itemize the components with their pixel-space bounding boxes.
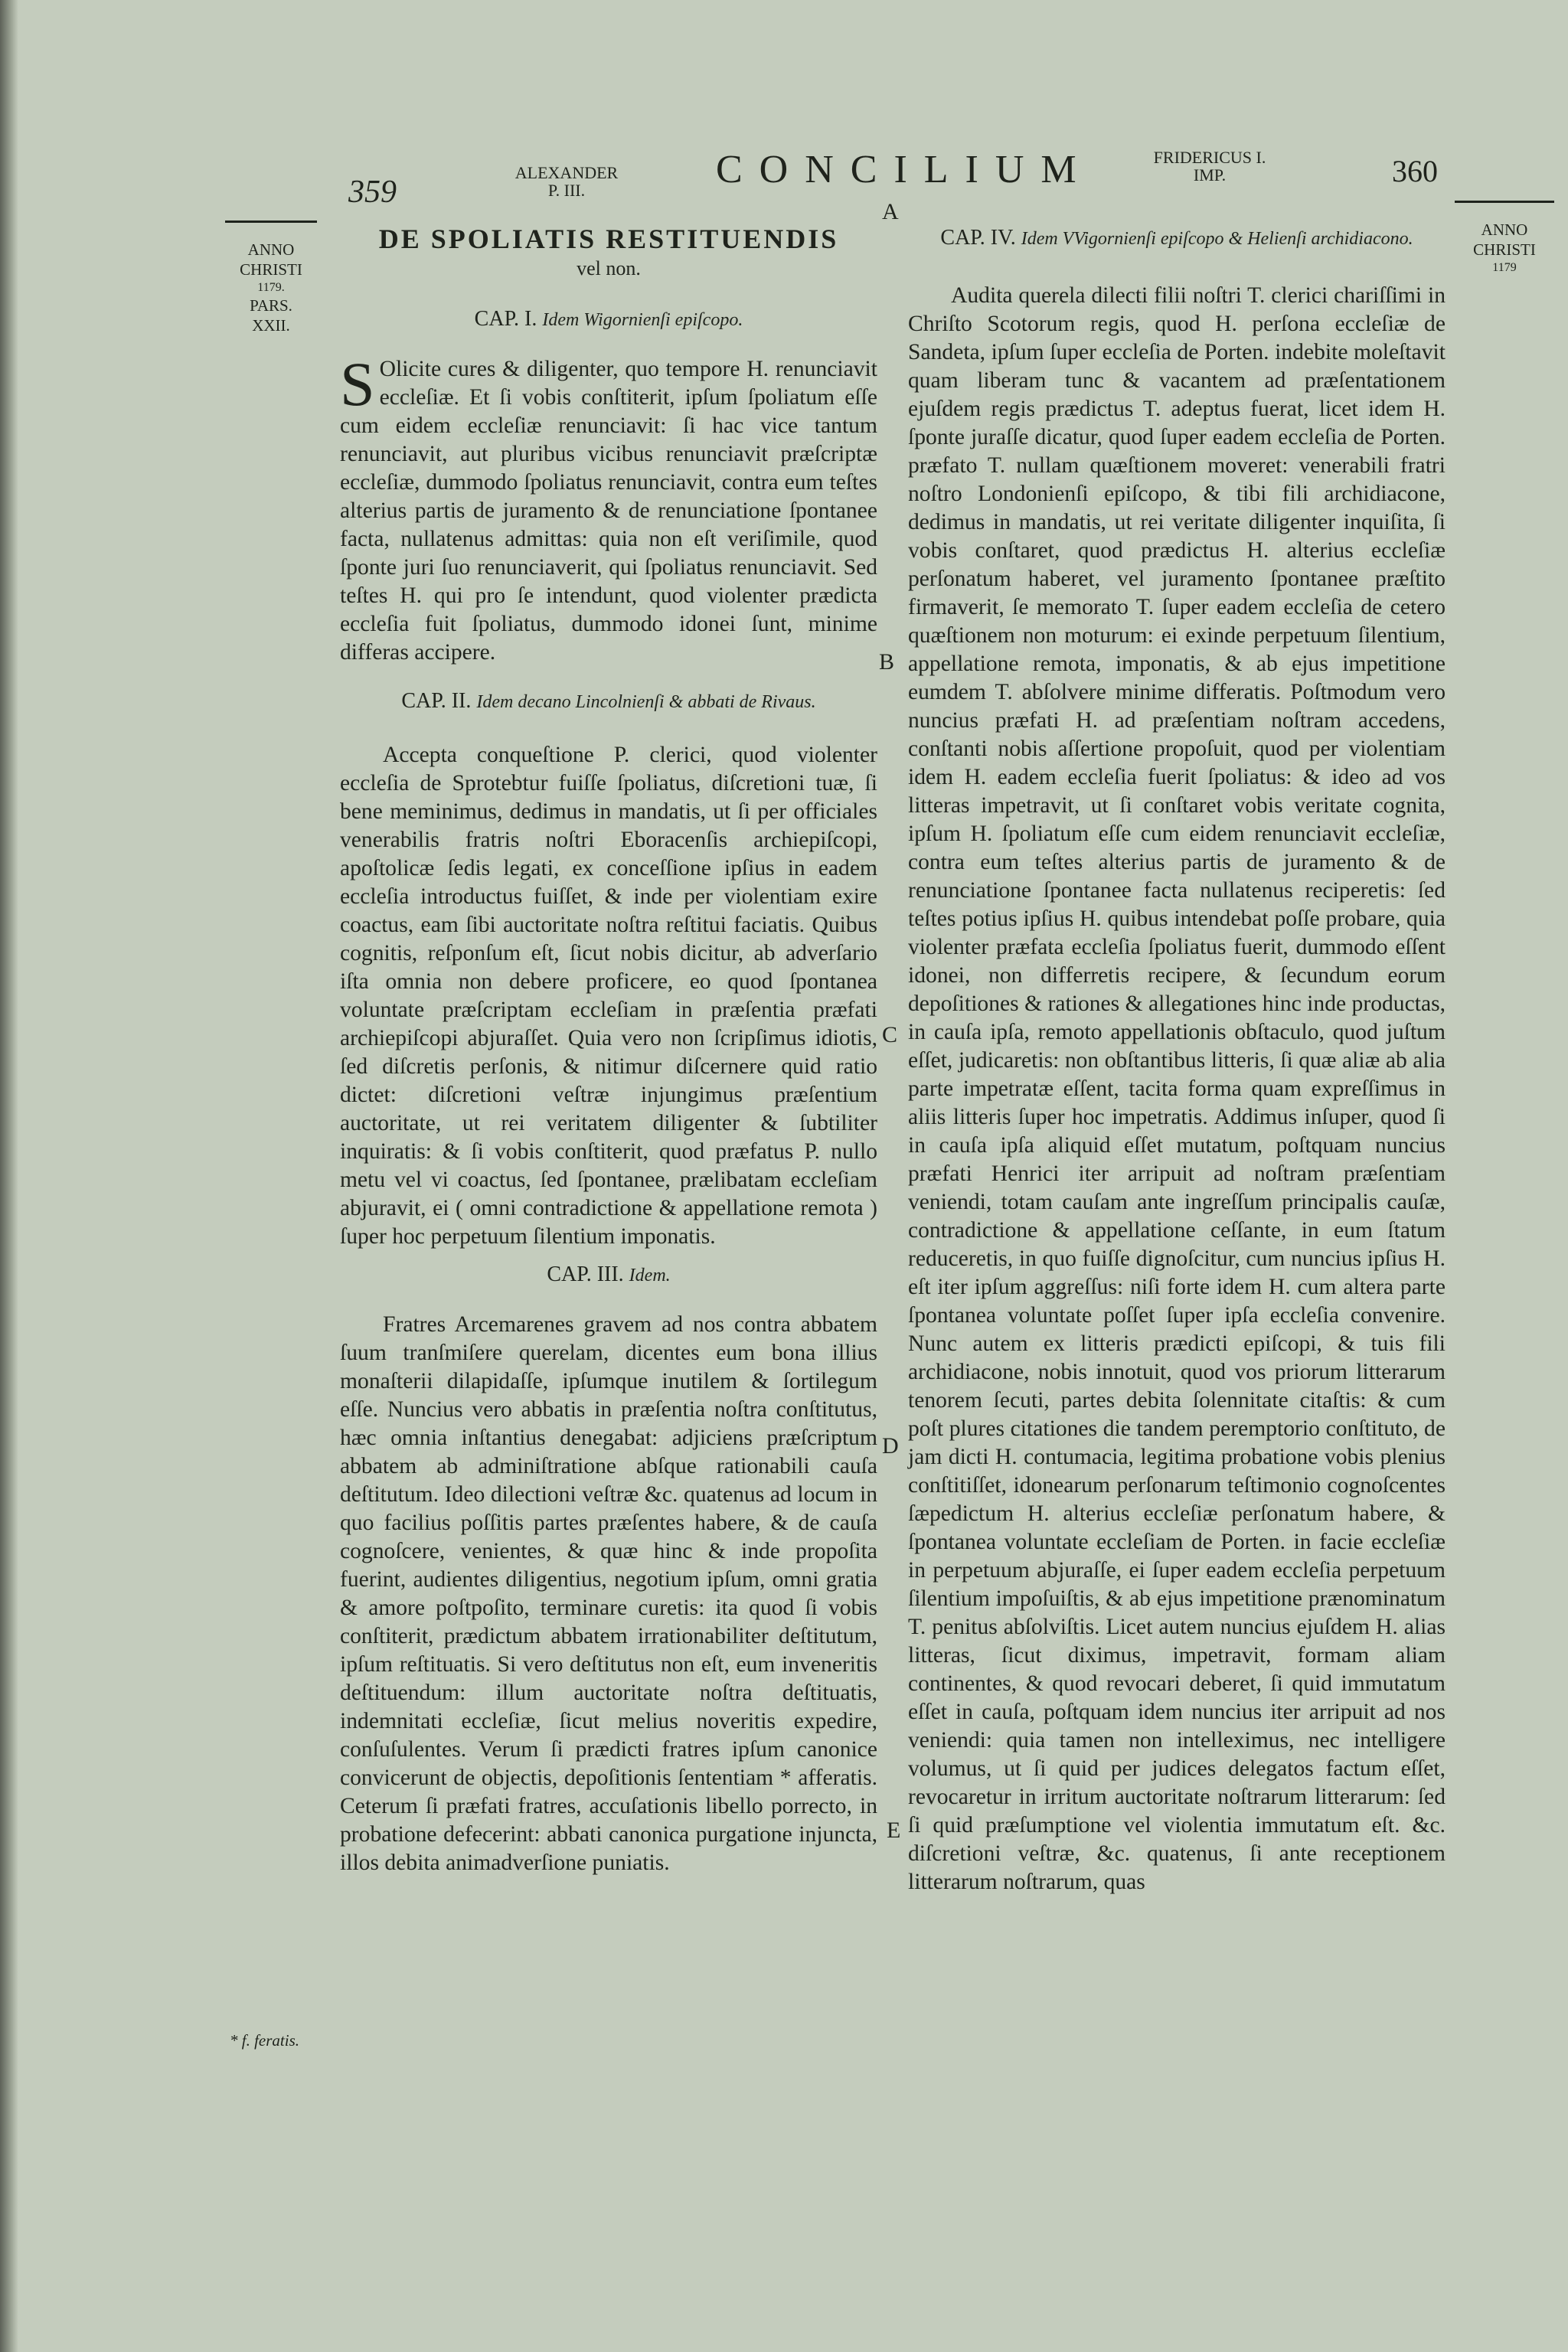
- pope-name: ALEXANDER: [514, 163, 619, 182]
- running-title: CONCILIUM: [716, 148, 1093, 191]
- chapter-heading-2: [340, 688, 877, 714]
- emperor-title: IMP.: [1193, 165, 1227, 185]
- running-head-emperor: [1133, 149, 1286, 184]
- margin-pars: PARS.: [250, 296, 292, 315]
- chapter-label: CAP. I.: [474, 307, 537, 331]
- section-subtitle: vel non.: [577, 257, 641, 279]
- chapter-title: Idem decano Lincolnienſi & abbati de Rivaus.: [476, 691, 816, 712]
- section-letter-d: D: [882, 1433, 899, 1459]
- margin-year: 1179.: [257, 280, 285, 294]
- chapter-title: Idem Wigornienſi epiſcopo.: [542, 310, 743, 330]
- emperor-name: FRIDERICUS I.: [1153, 148, 1266, 167]
- section-letter-b: B: [879, 649, 895, 675]
- section-letter-a: A: [882, 199, 899, 224]
- chapter-title: Idem.: [629, 1266, 671, 1286]
- margin-pars-number: XXII.: [252, 315, 290, 335]
- chapter-heading-4: [908, 225, 1446, 251]
- margin-year: 1179: [1492, 260, 1517, 274]
- section-letter-e: E: [887, 1818, 901, 1843]
- page-number-left: 359: [348, 175, 397, 210]
- margin-christi: CHRISTI: [240, 260, 302, 279]
- left-margin-year-note: [225, 220, 317, 335]
- chapter-1-text: [340, 348, 877, 667]
- section-letter-c: C: [882, 1022, 898, 1047]
- right-margin-year-note: [1455, 201, 1554, 276]
- section-title: DE SPOLIATIS RESTITUENDIS: [378, 224, 839, 254]
- drop-cap: S: [340, 348, 375, 419]
- chapter-label: CAP. II.: [401, 688, 472, 713]
- page-number-right: 360: [1392, 154, 1438, 188]
- chapter-3-text: Fratres Arcemarenes gravem ad nos contra abbatem ſuum tranſmiſere querelam, dicentes eum bona illius monaſterii dilapidaſſe, ipſumque inutilem & ſortilegum eſſe. Nuncius vero abbatis in præſentia noſtra conſtitutus, hæc omnia inſtantius denegabat: adjiciens præſcriptum abbatem ab adminiſtratione abſque rationabili cauſa deſtitutum. Ideo dilectioni veſtræ &c. quatenus ad locum in quo facilius poſſitis partes præſentes habere, & de cauſa cognoſcere, venientes, & quæ hinc & inde propoſita fuerint, audientes diligentius, negotium ipſum, omni gratia & amore poſtpoſito, terminare curetis: ita quod ſi vobis conſtiterit, prædictum abbatem irrationabiliter deſtitutum, ipſum reſtituatis. Si vero deſtitutus non eſt, eum inveneritis deſtituendum: illum auctoritate noſtra deſtituatis, indemnitati eccleſiæ, ſicut melius noveritis expedire, conſuſulentes. Verum ſi prædicti fratres ipſum canonice convicerunt de objectis, depoſitionis ſententiam * afferatis. Ceterum ſi præfati fratres, accuſationis libello porrecto, in probatione defecerint: abbati canonica purgatione injuncta, illos debita animadverſione puniatis.: [340, 1312, 877, 1875]
- chapter-heading-1: [340, 306, 877, 332]
- right-text-column: [908, 225, 1446, 1896]
- chapter-1-body: Olicite cures & diligenter, quo tempore H. renunciavit eccleſiæ. Et ſi vobis conſtiterit, ipſum ſpoliatum eſſe cum eidem eccleſiæ renunciavit: ſi hac vice tantum renunciavit, aut pluribus vicibus renunciavit præſcriptæ eccleſiæ, dummodo ſpoliatus renunciavit, contra eum teſtes alterius partis de juramento & de renunciatione ſpontanee facta, nullatenus admittas: quia non eſt veriſimile, quod ſponte juri ſuo renunciaverit, qui ſpoliatus renunciavit. Sed teſtes H. qui pro ſe intendunt, quod violenter prædicta eccleſia fuit ſpoliatus, dummodo idonei ſunt, minime differas accipere.: [340, 356, 877, 665]
- margin-anno: ANNO: [247, 240, 295, 259]
- chapter-4-text: Audita querela dilecti filii noſtri T. clerici chariſſimi in Chriſto Scotorum regis, quod H. perſona eccleſiæ de Sandeta, ipſum ſuper eccleſia de Porten. indebite moleſtavit quam liberam tunc & vacantem ad præſentationem ejuſdem regis prædictus T. adeptus fuerat, licet idem H. ſponte juraſſe dicatur, quod ſuper eadem eccleſia de Porten. præfato T. nullam quæſtionem moveret: venerabili fratri noſtro Londonienſi epiſcopo, & tibi fili archidiacone, dedimus in mandatis, ut rei veritate diligenter inquiſita, ſi vobis conſtaret, quod prædictus H. alterius eccleſiæ perſonatum haberet, vel juramento ſpontanee præſtito firmaverit, ſe memorato T. ſuper eadem eccleſia de cetero quæſtionem non moturum: ei exinde perpetuum ſilentium, appellatione remota, imponatis, & ab ejus impetitione eumdem T. abſolvere minime differatis. Poſtmodum vero nuncius præfati H. ad præſentiam noſtram accedens, conſtanti nobis aſſertione propoſuit, quod per violentiam idem H. eadem eccleſia fuerit ſpoliatus: & ideo ad vos litteras impetravit, ut ſi conſtaret vobis veritate cognita, ipſum H. ſpoliatum eſſe cum eidem renunciavit eccleſiæ, contra eum teſtes alterius partis de juramento & de renunciatione ſpontanee facta nullatenus reciperetis: ſed teſtes potius ipſius H. quibus intendebat poſſe probare, quia violenter præfata eccleſia ſpoliatus fuerit, dummodo eſſent idonei, non differretis recipere, & ſecundum eorum depoſitiones & rationes & allegationes hinc inde productas, in cauſa ipſa, remoto appellationis obſtaculo, quod juſtum eſſet, judicaretis: non obſtantibus litteris, ſi quæ aliæ ab alia parte impetratæ eſſent, tacita forma quam expreſſimus in aliis litteris ſuper hoc impetratis. Addimus inſuper, quod ſi in cauſa ipſa aliquid eſſet mutatum, poſtquam nuncius præfati Henrici iter arripuit ad noſtram præſentiam veniendi, totam cauſam ante ingreſſum principalis cauſæ, contradictione & appellatione ceſſante, in eum ſtatum reduceretis, in quo fuiſſe dignoſcitur, cum nuncius ipſius H. eſt iter ipſum aggreſſus: niſi forte idem H. cum altera parte ſpontanea voluntate poſſet ſuper ipſa eccleſia convenire. Nunc autem ex litteris prædicti epiſcopi, & tuis fili archidiacone, nobis innotuit, quod vos priorum litterarum tenorem ſecuti, partes debita ſolennitate citaſtis: & cum poſt plures citationes die tandem peremptorio conſtituto, de jam dicti H. contumacia, legitima probatione vobis plenius conſtitiſſet, idonearum perſonarum teſtimonio cognoſcentes ſæpedictum H. alterius eccleſiæ perſonatum habere, & ſpontanea voluntate eccleſiam de Porten. in facie eccleſiæ in perpetuum abjuraſſe, ei ſuper eadem eccleſia perpetuum ſilentium impoſuiſtis, & ab ejus impetitione prænominatum T. penitus abſolviſtis. Licet autem nuncius ejuſdem H. alias litteras, ſicut diximus, impetravit, formam aliam continentes, & quod revocari deberet, ſi quid immutatum eſſet in cauſa, poſtquam idem nuncius iter arripuit ad nos veniendi: quia tamen non intelleximus, nec intelligere volumus, ut ſi quid per judices delegatos factum eſſet, revocaretur in irritum auctoritate noſtrarum litterarum: ſed ſi quid præſumptione vel violentia immutatum eſt. &c. diſcretioni veſtræ, &c. quatenus, ſi ante receptionem litterarum noſtrarum, quas: [908, 283, 1446, 1894]
- book-binding-shadow: [0, 0, 18, 2352]
- chapter-label: CAP. III.: [547, 1263, 624, 1287]
- margin-christi: CHRISTI: [1473, 240, 1536, 260]
- running-head-pope: [501, 164, 632, 199]
- left-text-column: [340, 225, 877, 1877]
- chapter-2-text: Accepta conqueſtione P. clerici, quod violenter eccleſia de Sprotebtur fuiſſe ſpoliatus, diſcretioni tuæ, ſi bene meminimus, dedimus in mandatis, ut ſi per officiales venerabilis fratris noſtri Eboracenſis archiepiſcopi, apoſtolicæ ſedis legati, ex conceſſione ipſius in eadem eccleſia introductus fuiſſet, & inde per violentiam exire coactus, eam ſibi auctoritate noſtra reſtitui faciatis. Quibus cognitis, reſponſum eſt, ſicut nobis dicitur, ab adverſario iſta omnia non debere proficere, eo quod ſpontanea voluntate præſcriptam eccleſiam in præſentia præfati archiepiſcopi abjuraſſet. Quia vero non ſcripſimus idiotis, ſed diſcretis perſonis, & nitimur diſcernere quid ratio dictet: diſcretioni veſtræ injungimus præſentium auctoritate, ut rei veritatem diligenter & ſubtiliter inquiratis: & ſi vobis conſtiterit, quod præfatus P. nullo metu vel vi coactus, ſed ſpontanee, prælibatam eccleſiam abjuravit, ei ( omni contradictione & appellatione remota ) ſuper hoc perpetuum ſilentium imponatis.: [340, 743, 877, 1250]
- margin-anno: ANNO: [1481, 220, 1528, 239]
- chapter-title: Idem VVigornienſi epiſcopo & Helienſi archidiacono.: [1021, 229, 1413, 249]
- chapter-heading-3: [340, 1262, 877, 1288]
- chapter-label: CAP. IV.: [940, 226, 1016, 250]
- pope-number: P. III.: [547, 181, 586, 201]
- margin-footnote: * f. feratis.: [230, 2031, 300, 2050]
